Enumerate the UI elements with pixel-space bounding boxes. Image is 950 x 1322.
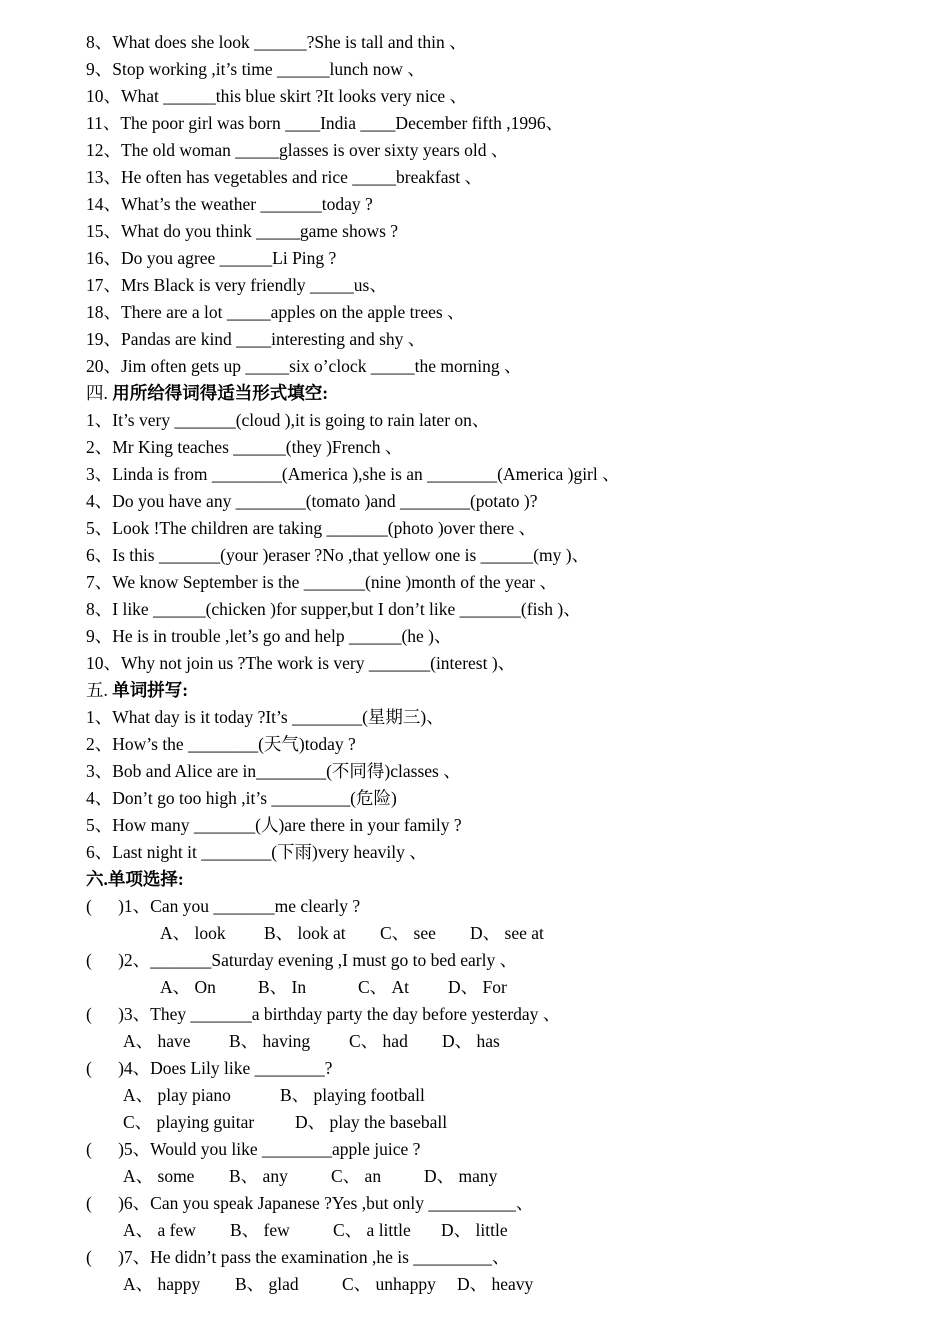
question-line: 2、Mr King teaches ______(they )French 、 — [86, 437, 403, 457]
question-line: 12、The old woman _____glasses is over sixty years old 、 — [86, 140, 509, 160]
question-line: 1、It’s very _______(cloud ),it is going to rain later on、 — [86, 410, 490, 430]
option-d: D、 For — [448, 977, 507, 997]
option-b: B、 glad — [235, 1274, 299, 1294]
option-c: C、 At — [358, 977, 410, 997]
question-line: 7、We know September is the _______(nine )month of the year 、 — [86, 572, 557, 592]
question-line: 2、How’s the ________(天气)today ? — [86, 734, 356, 754]
question-line: 4、Don’t go too high ,it’s _________(危险) — [86, 788, 397, 808]
option-c: C、 an — [331, 1166, 382, 1186]
mc-options — [86, 1271, 926, 1298]
question-line: 18、There are a lot _____apples on the apple trees 、 — [86, 302, 465, 322]
option-c: C、 unhappy — [342, 1274, 436, 1294]
question-line: 10、What ______this blue skirt ?It looks very nice 、 — [86, 86, 468, 106]
section-heading-word-forms — [86, 380, 926, 407]
section-title: 用所给得词得适当形式填空: — [112, 383, 329, 403]
option-c: C、 playing guitar — [123, 1112, 255, 1132]
question-line: 19、Pandas are kind ____interesting and shy 、 — [86, 329, 426, 349]
question-line: 11、The poor girl was born ____India ____December fifth ,1996、 — [86, 113, 564, 133]
option-a: A、 have — [123, 1031, 191, 1051]
mc-options — [86, 1217, 926, 1244]
option-d: D、 play the baseball — [295, 1112, 448, 1132]
worksheet — [86, 29, 926, 1298]
option-b: B、 playing football — [280, 1085, 425, 1105]
mc-question: ( )6、Can you speak Japanese ?Yes ,but only __________、 — [86, 1193, 534, 1213]
option-b: B、 look at — [264, 923, 346, 943]
section-number: 五. — [86, 680, 108, 700]
question-line: 3、Linda is from ________(America ),she is an ________(America )girl 、 — [86, 464, 620, 484]
section-title: 单词拼写: — [112, 680, 189, 700]
mc-options — [86, 974, 926, 1001]
question-line: 8、What does she look ______?She is tall and thin 、 — [86, 32, 467, 52]
question-line: 15、What do you think _____game shows ? — [86, 221, 399, 241]
mc-options — [86, 1163, 926, 1190]
question-line: 17、Mrs Black is very friendly _____us、 — [86, 275, 387, 295]
question-line: 1、What day is it today ?It’s ________(星期三)、 — [86, 707, 444, 727]
question-line: 6、Is this _______(your )eraser ?No ,that yellow one is ______(my )、 — [86, 545, 590, 565]
option-d: D、 heavy — [457, 1274, 534, 1294]
question-line: 6、Last night it ________(下雨)very heavily 、 — [86, 842, 427, 862]
question-line: 20、Jim often gets up _____six o’clock _____the morning 、 — [86, 356, 522, 376]
option-a: A、 a few — [123, 1220, 196, 1240]
mc-question: ( )3、They _______a birthday party the day before yesterday 、 — [86, 1004, 561, 1024]
option-d: D、 see at — [470, 923, 544, 943]
option-d: D、 many — [424, 1166, 498, 1186]
mc-options — [86, 1109, 926, 1136]
question-line: 8、I like ______(chicken )for supper,but I don’t like _______(fish )、 — [86, 599, 581, 619]
section-heading-spelling — [86, 677, 926, 704]
option-b: B、 few — [230, 1220, 290, 1240]
option-a: A、 On — [160, 977, 216, 997]
mc-question: ( )1、Can you _______me clearly ? — [86, 896, 361, 916]
option-d: D、 has — [442, 1031, 500, 1051]
question-line: 5、Look !The children are taking _______(photo )over there 、 — [86, 518, 537, 538]
option-a: A、 play piano — [123, 1085, 231, 1105]
question-line: 4、Do you have any ________(tomato )and ________(potato )? — [86, 491, 538, 511]
mc-question: ( )2、_______Saturday evening ,I must go to bed early 、 — [86, 950, 518, 970]
option-d: D、 little — [441, 1220, 508, 1240]
option-c: C、 see — [380, 923, 436, 943]
question-line: 14、What’s the weather _______today ? — [86, 194, 373, 214]
question-line: 13、He often has vegetables and rice _____breakfast 、 — [86, 167, 483, 187]
mc-question: ( )7、He didn’t pass the examination ,he is _________、 — [86, 1247, 510, 1267]
question-line: 9、Stop working ,it’s time ______lunch now 、 — [86, 59, 425, 79]
option-c: C、 a little — [333, 1220, 411, 1240]
option-c: C、 had — [349, 1031, 408, 1051]
option-a: A、 look — [160, 923, 226, 943]
option-a: A、 some — [123, 1166, 195, 1186]
mc-question: ( )4、Does Lily like ________? — [86, 1058, 333, 1078]
option-b: B、 having — [229, 1031, 311, 1051]
mc-options — [86, 1028, 926, 1055]
mc-options — [86, 920, 926, 947]
question-line: 10、Why not join us ?The work is very _______(interest )、 — [86, 653, 516, 673]
option-b: B、 In — [258, 977, 307, 997]
mc-question: ( )5、Would you like ________apple juice ? — [86, 1139, 421, 1159]
section-heading-multiple-choice: 六.单项选择: — [86, 869, 184, 889]
question-line: 5、How many _______(人)are there in your family ? — [86, 815, 462, 835]
mc-options — [86, 1082, 926, 1109]
option-b: B、 any — [229, 1166, 288, 1186]
question-line: 9、He is in trouble ,let’s go and help ______(he )、 — [86, 626, 452, 646]
section-number: 四. — [86, 383, 108, 403]
option-a: A、 happy — [123, 1274, 201, 1294]
question-line: 16、Do you agree ______Li Ping ? — [86, 248, 337, 268]
question-line: 3、Bob and Alice are in________(不同得)classes 、 — [86, 761, 461, 781]
